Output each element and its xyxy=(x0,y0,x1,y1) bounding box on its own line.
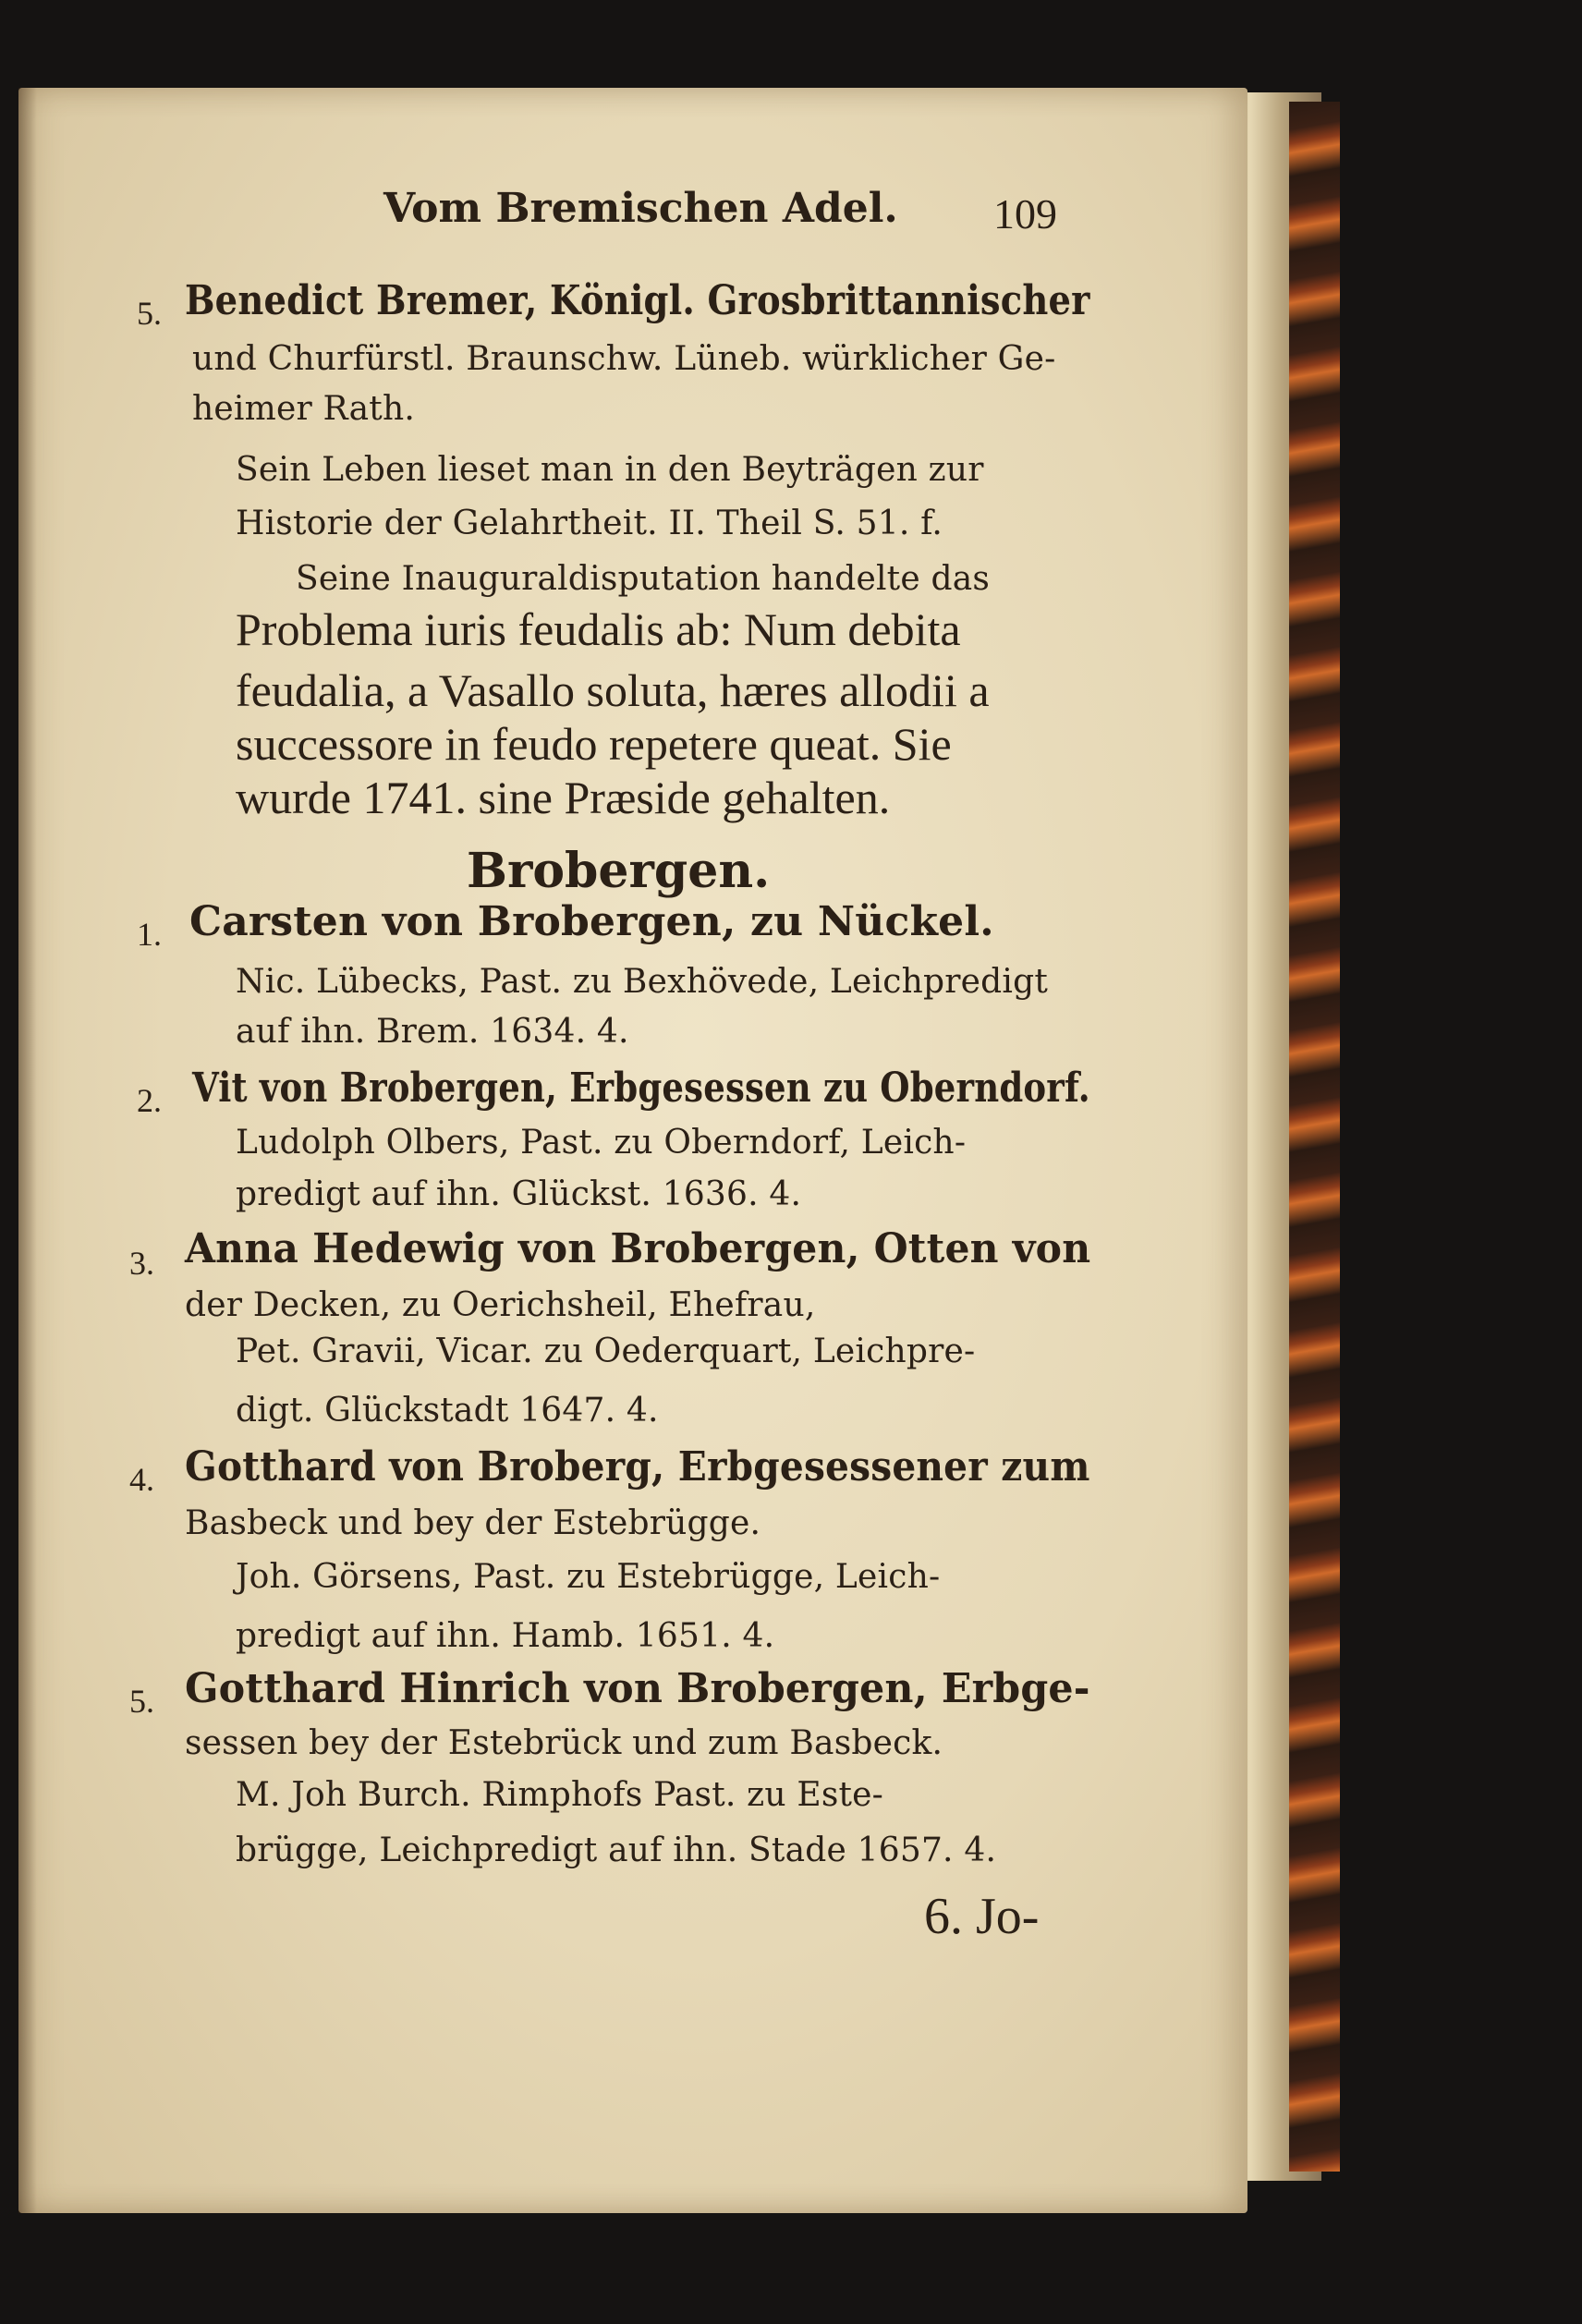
text-line: predigt auf ihn. Hamb. 1651. 4. xyxy=(236,1617,775,1655)
text-line: der Decken, zu Oerichsheil, Ehefrau, xyxy=(185,1286,816,1324)
text-line: Basbeck und bey der Estebrügge. xyxy=(185,1504,761,1542)
marbled-cover xyxy=(1289,102,1340,2172)
text-line: Problema iuris feudalis ab: Num debita xyxy=(236,603,961,655)
entry-number: 5. xyxy=(129,1683,154,1720)
text-line: Seine Inauguraldisputation handelte das xyxy=(296,560,991,598)
text-line: Sein Leben lieset man in den Beyträgen zur xyxy=(236,451,984,489)
text-line: und Churfürstl. Braunschw. Lüneb. würklicher Ge- xyxy=(192,340,1056,378)
page-number: 109 xyxy=(993,190,1057,237)
text-line: Benedict Bremer, Königl. Grosbrittannischer xyxy=(185,277,1090,324)
text-line: Anna Hedewig von Brobergen, Otten von xyxy=(185,1225,1091,1272)
text-line: wurde 1741. sine Præside gehalten. xyxy=(236,772,891,823)
text-line: M. Joh Burch. Rimphofs Past. zu Este- xyxy=(236,1776,884,1814)
text-line: Joh. Görsens, Past. zu Estebrügge, Leich- xyxy=(236,1558,941,1596)
page-gutter xyxy=(18,88,37,2213)
text-line: successore in feudo repetere queat. Sie xyxy=(236,718,952,770)
entry-number: 3. xyxy=(129,1245,154,1282)
text-line: sessen bey der Estebrück und zum Basbeck. xyxy=(185,1724,943,1762)
text-line: feudalia, a Vasallo soluta, hæres allodii a xyxy=(236,664,990,716)
text-line: Nic. Lübecks, Past. zu Bexhövede, Leichpredigt xyxy=(236,963,1049,1001)
text-line: auf ihn. Brem. 1634. 4. xyxy=(236,1013,629,1051)
text-line: Carsten von Brobergen, zu Nückel. xyxy=(189,898,994,945)
entry-number: 2. xyxy=(137,1082,162,1119)
text-line: Pet. Gravii, Vicar. zu Oederquart, Leichpre- xyxy=(236,1332,976,1370)
section-heading: Brobergen. xyxy=(467,843,771,899)
text-line: predigt auf ihn. Glückst. 1636. 4. xyxy=(236,1175,802,1213)
text-line: digt. Glückstadt 1647. 4. xyxy=(236,1392,659,1430)
text-line: heimer Rath. xyxy=(192,390,415,428)
text-line: Gotthard von Broberg, Erbgesessener zum xyxy=(185,1443,1090,1491)
text-line: Gotthard Hinrich von Brobergen, Erbge- xyxy=(185,1665,1090,1712)
entry-number: 4. xyxy=(129,1461,154,1498)
text-line: Ludolph Olbers, Past. zu Oberndorf, Leich- xyxy=(236,1124,967,1162)
entry-number: 5. xyxy=(137,295,162,332)
text-line: Vit von Brobergen, Erbgesessen zu Oberndorf. xyxy=(192,1065,1090,1112)
running-title: Vom Bremischen Adel. xyxy=(383,185,898,232)
catchword: 6. Jo- xyxy=(924,1888,1040,1945)
text-line: brügge, Leichpredigt auf ihn. Stade 1657. 4. xyxy=(236,1831,997,1869)
entry-number: 1. xyxy=(137,916,162,953)
text-line: Historie der Gelahrtheit. II. Theil S. 51. f. xyxy=(236,505,943,542)
